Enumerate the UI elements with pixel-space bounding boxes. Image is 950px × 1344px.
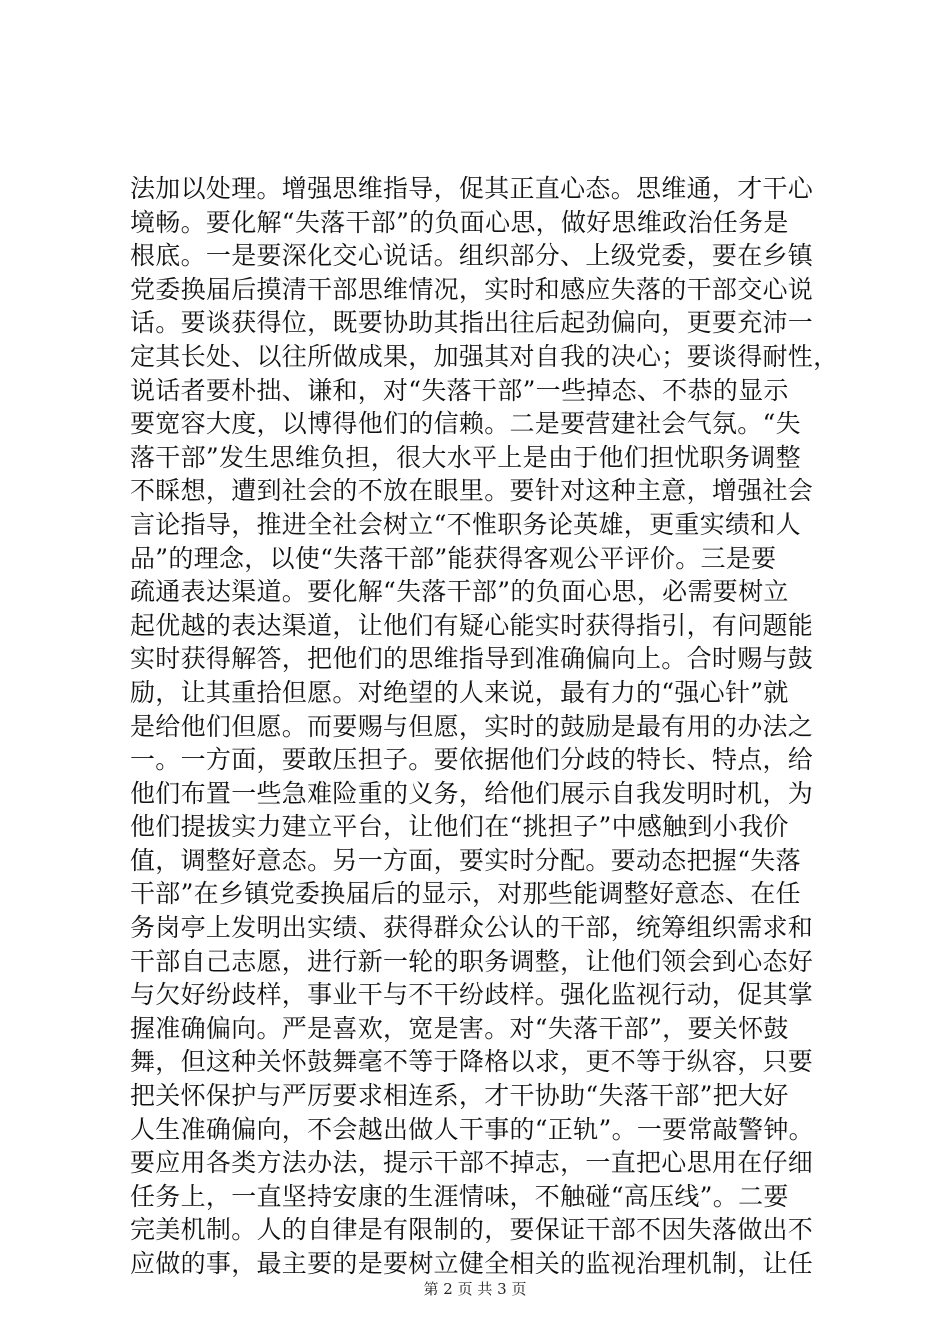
page-footer: 第 2 页 共 3 页 [423, 1280, 527, 1298]
text-line: 话。要谈获得位，既要协助其指出往后起劲偏向，更要充沛一 [130, 308, 814, 338]
text-line: 与欠好纷歧样，事业干与不干纷歧样。强化监视行动，促其掌 [130, 980, 814, 1010]
text-line: 境畅。要化解“失落干部”的负面心思，做好思维政治任务是 [130, 207, 789, 237]
text-line: 任务上，一直坚持安康的生涯情味，不触碰“高压线”。二要 [130, 1181, 789, 1211]
text-line: 定其长处、以往所做成果，加强其对自我的决心；要谈得耐性， [130, 341, 839, 371]
text-line: 说话者要朴拙、谦和，对“失落干部”一些掉态、不恭的显示 [130, 375, 789, 405]
text-line: 疏通表达渠道。要化解“失落干部”的负面心思，必需要树立 [130, 577, 789, 607]
text-line: 实时获得解答，把他们的思维指导到准确偏向上。合时赐与鼓 [130, 644, 814, 674]
text-line: 完美机制。人的自律是有限制的，要保证干部不因失落做出不 [130, 1215, 814, 1245]
text-line: 人生准确偏向，不会越出做人干事的“正轨”。一要常敲警钟。 [130, 1114, 814, 1144]
text-line: 根底。一是要深化交心说话。组织部分、上级党委，要在乡镇 [130, 241, 814, 271]
text-line: 要宽容大度，以博得他们的信赖。二是要营建社会气氛。“失 [130, 409, 801, 439]
text-line: 他们布置一些急难险重的义务，给他们展示自我发明时机，为 [130, 778, 814, 808]
text-line: 法加以处理。增强思维指导，促其正直心态。思维通，才干心 [130, 174, 814, 203]
text-line: 言论指导，推进全社会树立“不惟职务论英雄，更重实绩和人 [130, 509, 801, 539]
text-line: 干部自己志愿，进行新一轮的职务调整，让他们领会到心态好 [130, 946, 814, 976]
text-line: 起优越的表达渠道，让他们有疑心能实时获得指引，有问题能 [130, 610, 814, 640]
text-line: 要应用各类方法办法，提示干部不掉志，一直把心思用在仔细 [130, 1148, 814, 1178]
text-line: 务岗亭上发明出实绩、获得群众公认的干部，统筹组织需求和 [130, 913, 814, 943]
text-line: 落干部”发生思维负担，很大水平上是由于他们担忧职务调整 [130, 442, 801, 472]
text-line: 应做的事，最主要的是要树立健全相关的监视治理机制，让任 [130, 1249, 814, 1278]
text-line: 一。一方面，要敢压担子。要依据他们分歧的特长、特点，给 [130, 745, 814, 775]
text-line: 把关怀保护与严厉要求相连系，才干协助“失落干部”把大好 [130, 1081, 789, 1111]
text-line: 励，让其重拾但愿。对绝望的人来说，最有力的“强心针”就 [130, 677, 789, 707]
text-line: 握准确偏向。严是喜欢，宽是害。对“失落干部”，要关怀鼓 [130, 1013, 789, 1043]
text-line: 是给他们但愿。而要赐与但愿，实时的鼓励是最有用的办法之 [130, 711, 814, 741]
text-line: 不睬想，遭到社会的不放在眼里。要针对这种主意，增强社会 [130, 476, 814, 506]
text-line: 党委换届后摸清干部思维情况，实时和感应失落的干部交心说 [130, 274, 814, 304]
text-line: 舞，但这种关怀鼓舞毫不等于降格以求，更不等于纵容，只要 [130, 1047, 814, 1077]
text-line: 品”的理念，以使“失落干部”能获得客观公平评价。三是要 [130, 543, 777, 573]
body-text [130, 172, 850, 1281]
text-line: 他们提拔实力建立平台，让他们在“挑担子”中感触到小我价 [130, 812, 789, 842]
text-line: 干部”在乡镇党委换届后的显示，对那些能调整好意态、在任 [130, 879, 801, 909]
text-line: 值，调整好意态。另一方面，要实时分配。要动态把握“失落 [130, 845, 801, 875]
